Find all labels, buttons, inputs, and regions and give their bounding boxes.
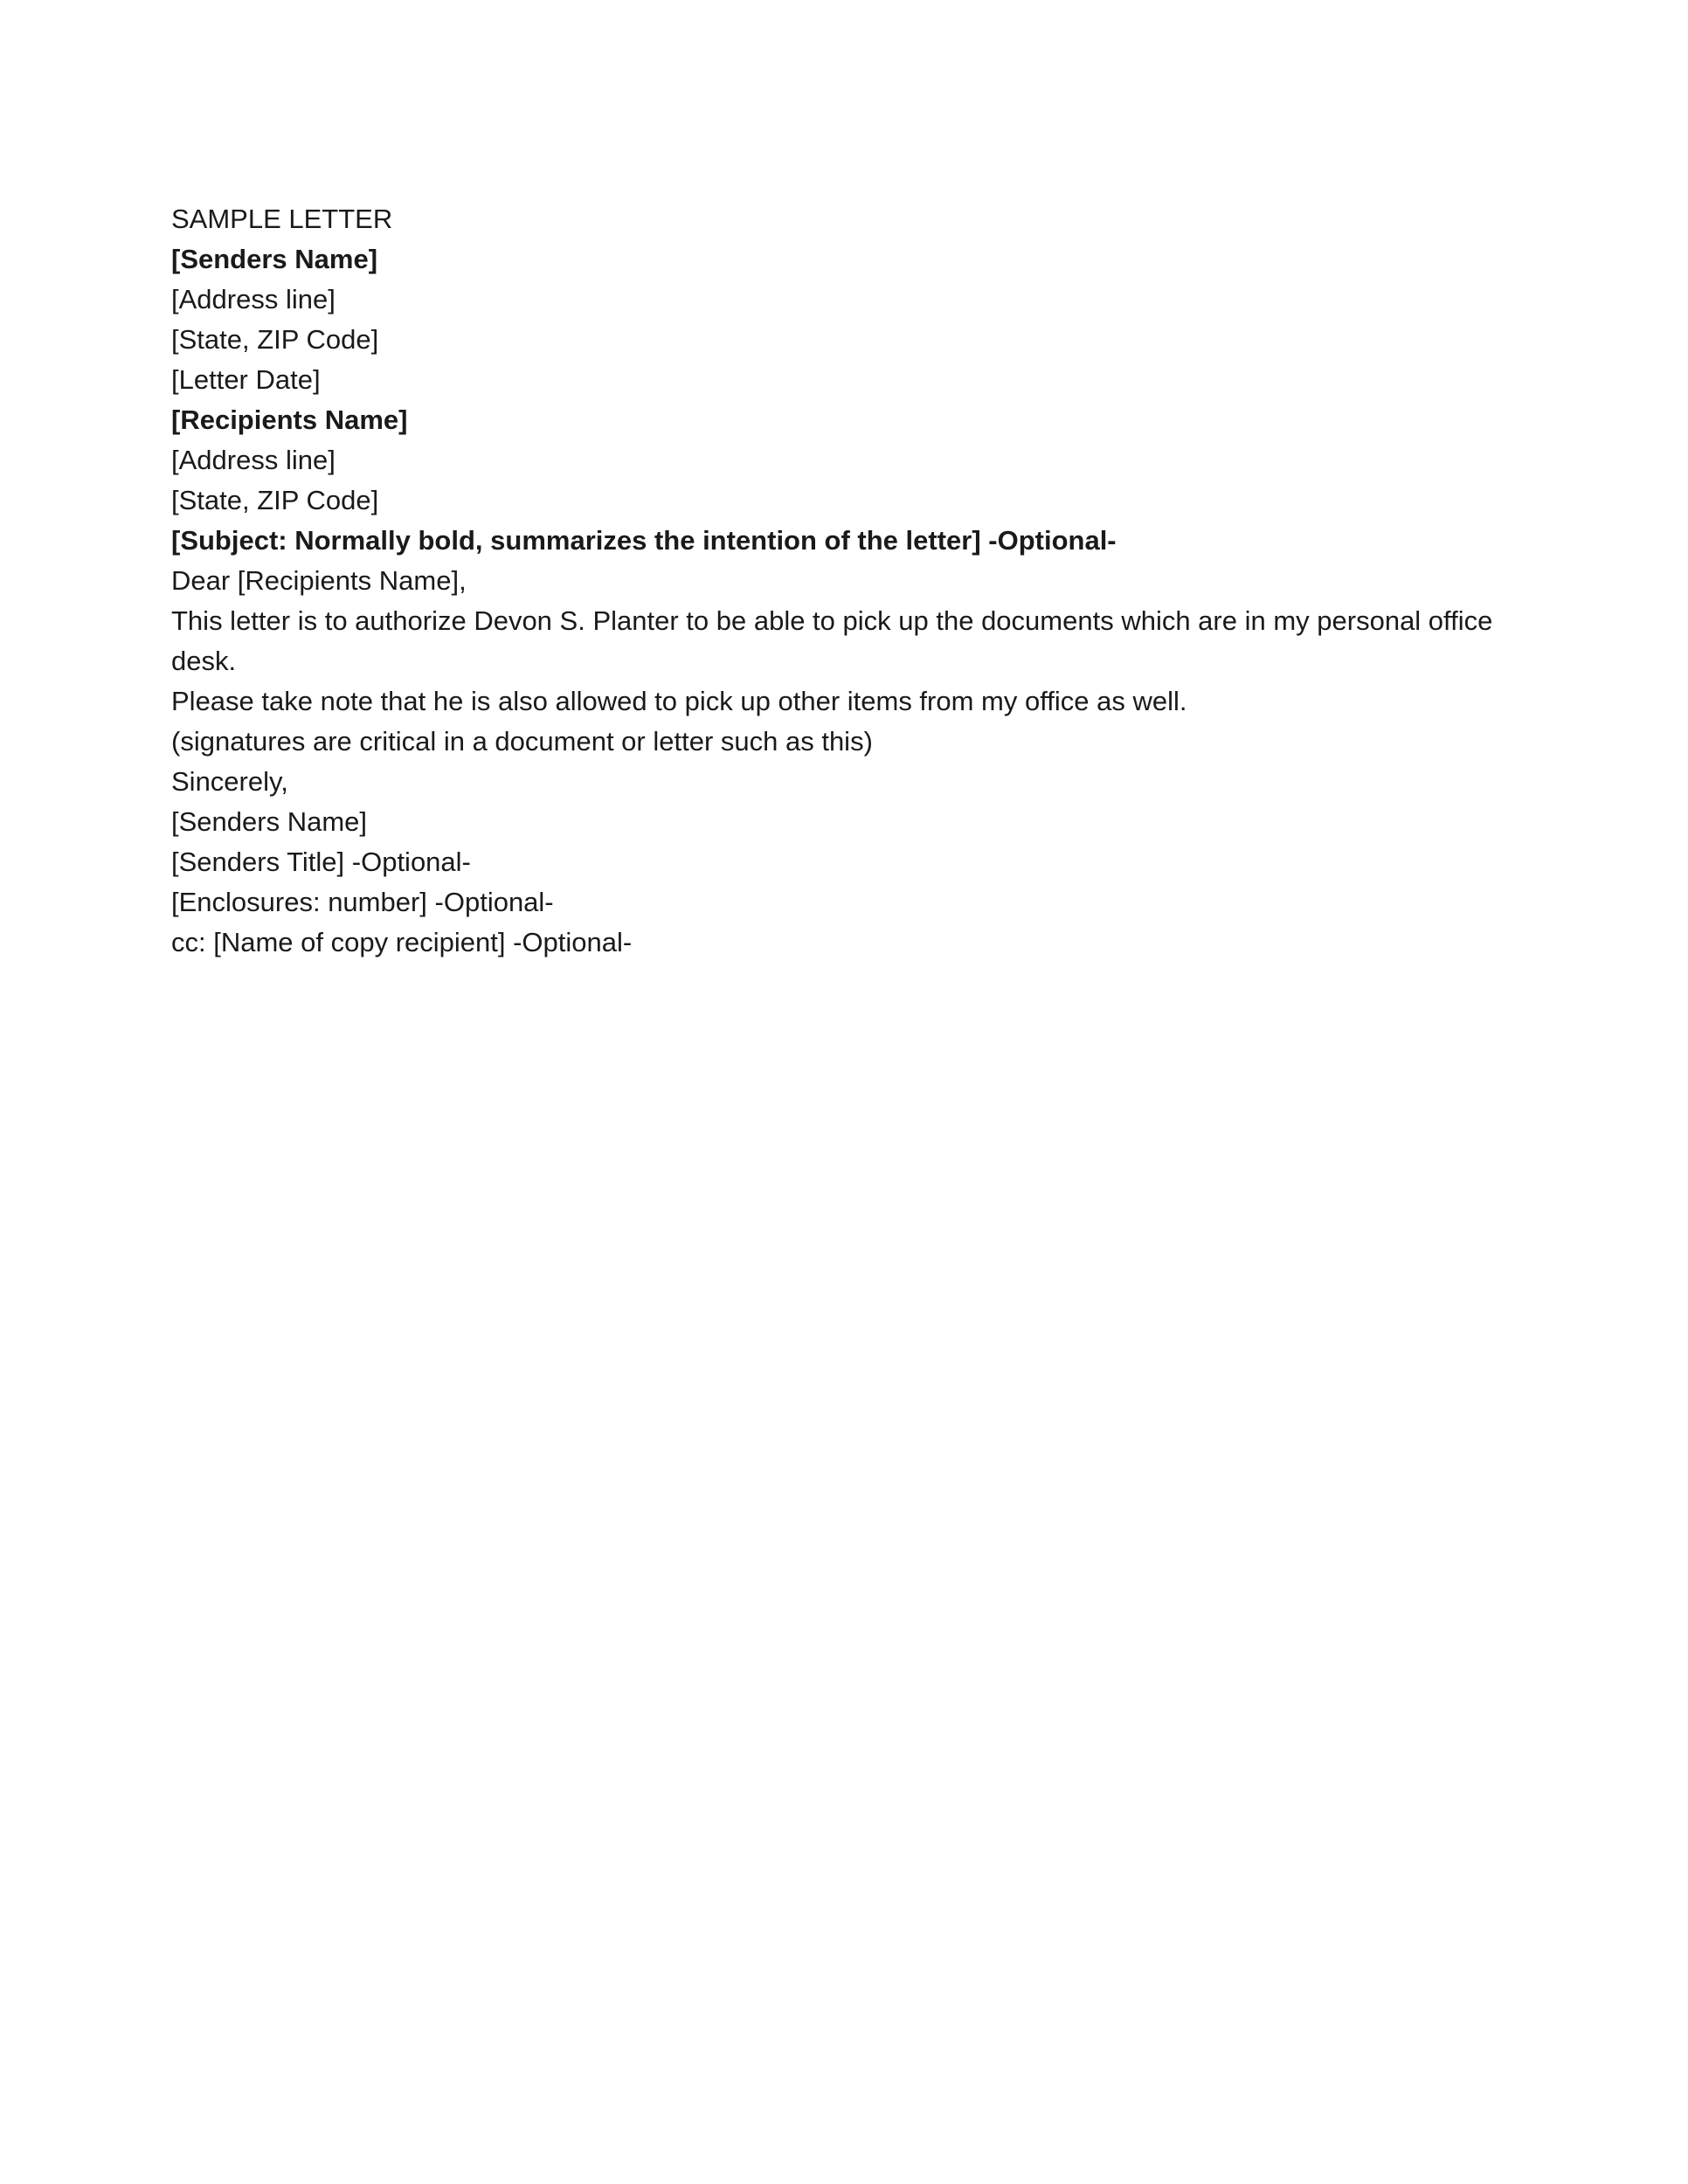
recipient-address-block bbox=[171, 400, 1534, 521]
sender-address-line: [Address line] bbox=[171, 284, 336, 314]
letter-content bbox=[171, 199, 1534, 963]
body-paragraph-2: Please take note that he is also allowed to pick up other items from my office as well. bbox=[171, 686, 1187, 716]
signature-name: [Senders Name] bbox=[171, 806, 367, 837]
cc-line: cc: [Name of copy recipient] -Optional- bbox=[171, 927, 633, 957]
sender-address-block bbox=[171, 239, 1534, 360]
recipient-state-zip: [State, ZIP Code] bbox=[171, 485, 379, 515]
recipient-address-line: [Address line] bbox=[171, 445, 336, 475]
salutation: Dear [Recipients Name], bbox=[171, 565, 467, 596]
document-title: SAMPLE LETTER bbox=[171, 204, 393, 234]
letter-date: [Letter Date] bbox=[171, 364, 321, 395]
enclosures-line: [Enclosures: number] -Optional- bbox=[171, 887, 554, 917]
body-paragraph-1: This letter is to authorize Devon S. Planter to be able to pick up the documents which are in my personal office desk. bbox=[171, 605, 1493, 676]
sender-name: [Senders Name] bbox=[171, 244, 378, 274]
signature-title: [Senders Title] -Optional- bbox=[171, 847, 471, 877]
closing: Sincerely, bbox=[171, 766, 288, 797]
signature-note: (signatures are critical in a document or letter such as this) bbox=[171, 726, 873, 757]
sender-state-zip: [State, ZIP Code] bbox=[171, 324, 379, 355]
recipient-name: [Recipients Name] bbox=[171, 404, 408, 435]
enclosure-block bbox=[171, 882, 1534, 963]
signature-block bbox=[171, 802, 1534, 882]
subject-line: [Subject: Normally bold, summarizes the intention of the letter] -Optional- bbox=[171, 525, 1117, 556]
